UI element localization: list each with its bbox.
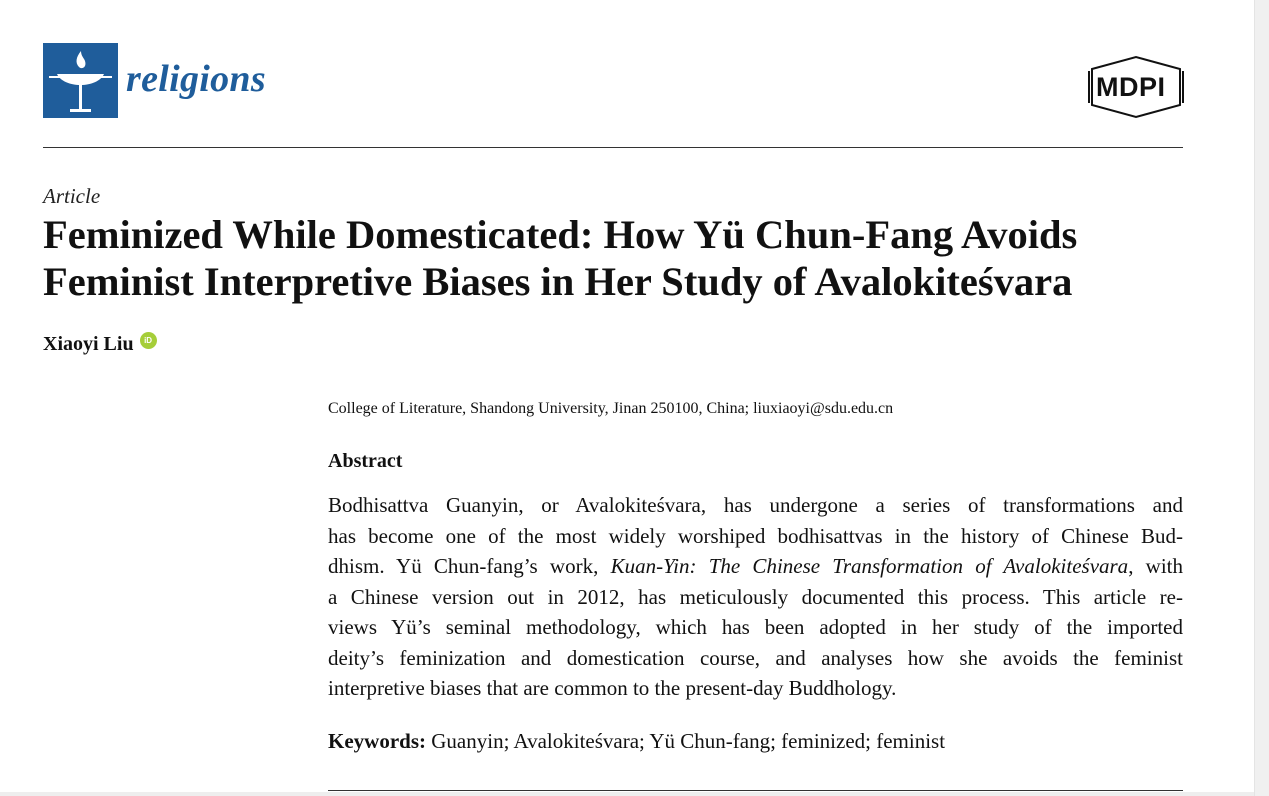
abstract-body xyxy=(328,490,1198,704)
abstract-line: interpretive biases that are common to the present-day Buddhology. xyxy=(328,676,897,700)
abstract-heading: Abstract xyxy=(328,450,403,472)
title-line-2: Feminist Interpretive Biases in Her Study of Avalokiteśvara xyxy=(43,259,1073,304)
keywords-text: Guanyin; Avalokiteśvara; Yü Chun-fang; feminized; feminist xyxy=(431,729,946,753)
chalice-flame-icon xyxy=(43,43,118,118)
abstract-line: has become one of the most widely worshiped bodhisattvas in the history of Chinese Bud- xyxy=(328,523,1183,548)
abstract-text: dhism. Yü Chun-fang’s work, xyxy=(328,554,611,578)
abstract-line: Bodhisattva Guanyin, or Avalokiteśvara, has undergone a series of transformations and xyxy=(328,493,1183,517)
abstract-line xyxy=(328,551,1183,582)
orcid-icon[interactable]: iD xyxy=(140,332,157,349)
article-type: Article xyxy=(43,184,101,208)
affiliation: College of Literature, Shandong University, Jinan 250100, China; liuxiaoyi@sdu.edu.cn xyxy=(328,400,894,417)
author-name[interactable]: Xiaoyi Liu xyxy=(43,333,134,355)
scrollbar[interactable] xyxy=(1254,0,1269,796)
abstract-text: , with xyxy=(1128,554,1183,578)
keywords xyxy=(328,729,945,754)
abstract-line: a Chinese version out in 2012, has meticulously documented this process. This article re- xyxy=(328,584,1183,609)
journal-name: religions xyxy=(126,58,266,100)
publisher-name: MDPI xyxy=(1096,72,1166,102)
abstract-line: deity’s feminization and domestication course, and analyses how she avoids the feminist xyxy=(328,645,1183,670)
cited-work-title: Kuan-Yin: The Chinese Transformation of Avalokiteśvara xyxy=(610,554,1129,578)
section-divider xyxy=(328,790,1183,791)
author-line xyxy=(43,333,157,356)
journal-logo-icon xyxy=(43,43,118,118)
keywords-label: Keywords: xyxy=(328,729,426,753)
title-line-1: Feminized While Domesticated: How Yü Chun-Fang Avoids xyxy=(43,212,1078,257)
header-divider xyxy=(43,147,1183,148)
page-bottom-edge xyxy=(0,792,1255,796)
abstract-line: views Yü’s seminal methodology, which has been adopted in her study of the imported xyxy=(328,615,1183,639)
article-title xyxy=(43,211,1203,305)
